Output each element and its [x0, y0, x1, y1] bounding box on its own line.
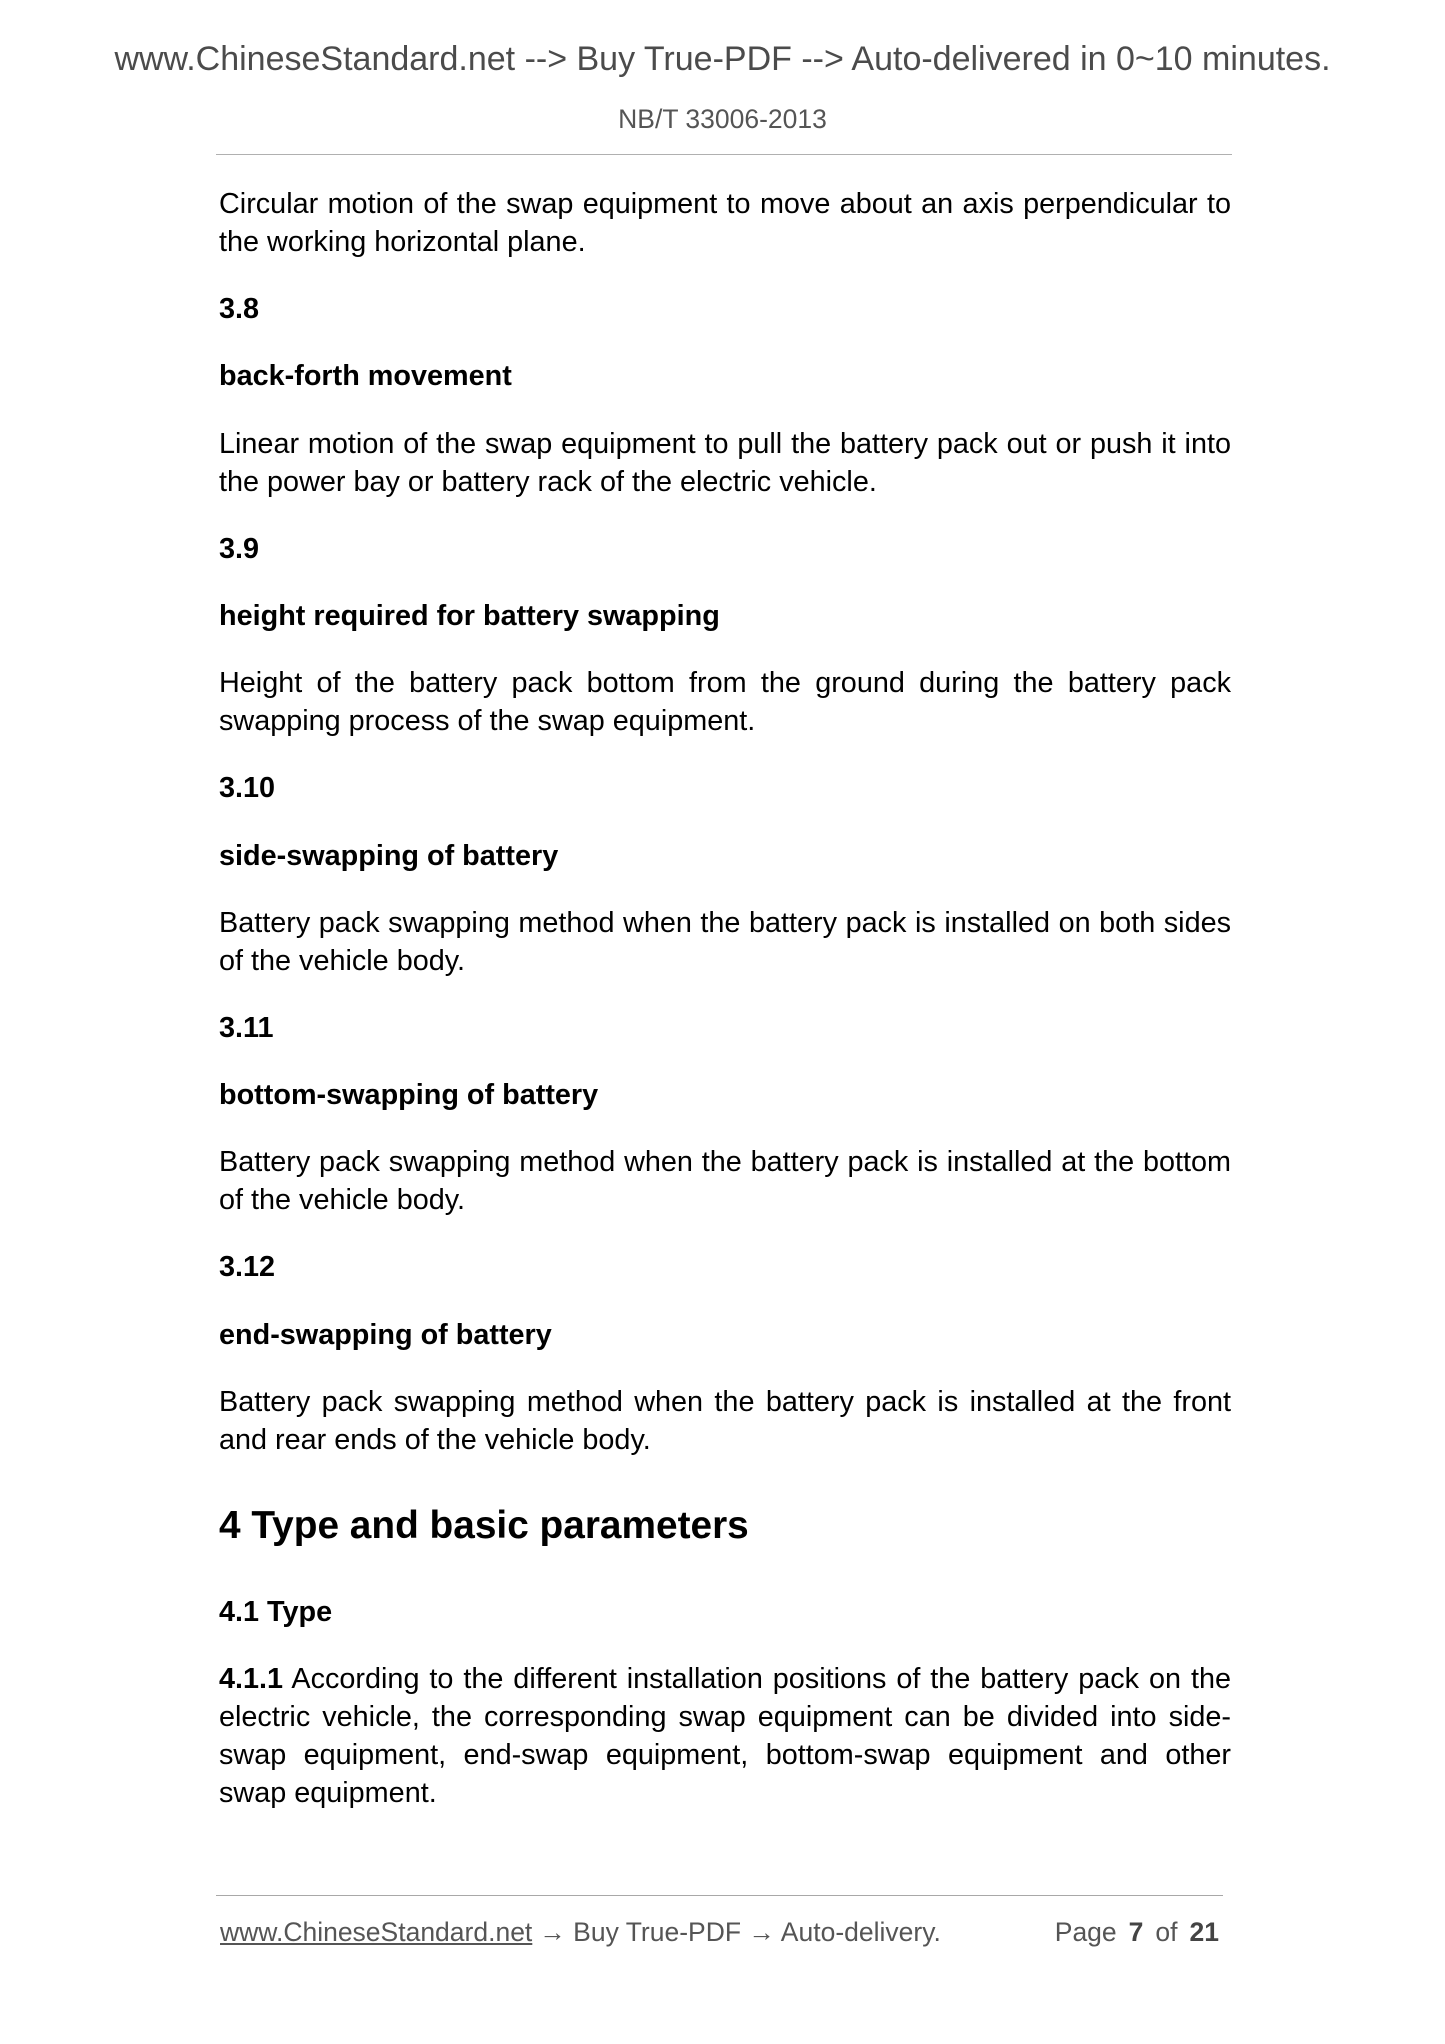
definition-text: Circular motion of the swap equipment to move about an axis perpendicular to the working horizontal plane.	[219, 188, 1231, 258]
definition-text: Height of the battery pack bottom from the ground during the battery pack swapping process of the swap equipment.	[219, 667, 1231, 738]
term-title: side-swapping of battery	[219, 839, 559, 872]
definition-text: Battery pack swapping method when the battery pack is installed at the front and rear ends of the vehicle body.	[219, 1385, 1231, 1456]
subsection-heading: 4.1 Type	[219, 1595, 333, 1628]
term-number: 3.12	[219, 1251, 276, 1284]
total-pages-number: 21	[1189, 1917, 1219, 1947]
term-number: 3.11	[219, 1011, 274, 1044]
term-title: bottom-swapping of battery	[219, 1079, 599, 1112]
definition-text: Linear motion of the swap equipment to pull the battery pack out or push it into the power bay or battery rack of the electric vehicle.	[219, 427, 1231, 498]
page-indicator	[1055, 1916, 1219, 1948]
term-entry	[219, 1248, 1231, 1458]
term-entry	[219, 1009, 1231, 1219]
section-heading: 4 Type and basic parameters	[219, 1503, 749, 1547]
clause-text: According to the different installation positions of the battery pack on the electric vehicle, the corresponding swap equipment can be divided into side-swap equipment, end-swap equipment, bottom-swap equipment and other swap equipment.	[219, 1663, 1231, 1809]
term-number: 3.10	[219, 772, 276, 805]
site-link[interactable]: www.ChineseStandard.net	[220, 1917, 533, 1947]
clause-number: 4.1.1	[219, 1663, 284, 1695]
term-number: 3.8	[219, 293, 260, 326]
term-title: end-swapping of battery	[219, 1318, 552, 1351]
term-title: back-forth movement	[219, 360, 512, 393]
term-entry	[219, 290, 1231, 500]
page-of-label: of	[1155, 1917, 1178, 1947]
footer-tagline: → Buy True-PDF → Auto-delivery.	[539, 1917, 941, 1947]
footer-divider	[216, 1895, 1223, 1896]
term-title: height required for battery swapping	[219, 599, 720, 632]
document-code: NB/T 33006-2013	[618, 104, 827, 134]
page-label: Page	[1054, 1917, 1117, 1947]
current-page-number: 7	[1128, 1917, 1144, 1947]
header-divider	[216, 154, 1232, 155]
promo-banner: www.ChineseStandard.net --> Buy True-PDF --> Auto-delivered in 0~10 minutes.	[114, 40, 1331, 78]
footer-promo	[220, 1916, 941, 1948]
term-entry	[219, 769, 1231, 979]
clause-paragraph	[219, 1660, 1231, 1812]
term-number: 3.9	[219, 532, 260, 565]
definition-text: Battery pack swapping method when the battery pack is installed at the bottom of the vehicle body.	[219, 1146, 1231, 1217]
page-content	[219, 185, 1231, 1841]
definition-text: Battery pack swapping method when the battery pack is installed on both sides of the vehicle body.	[219, 906, 1231, 977]
term-entry	[219, 530, 1231, 740]
